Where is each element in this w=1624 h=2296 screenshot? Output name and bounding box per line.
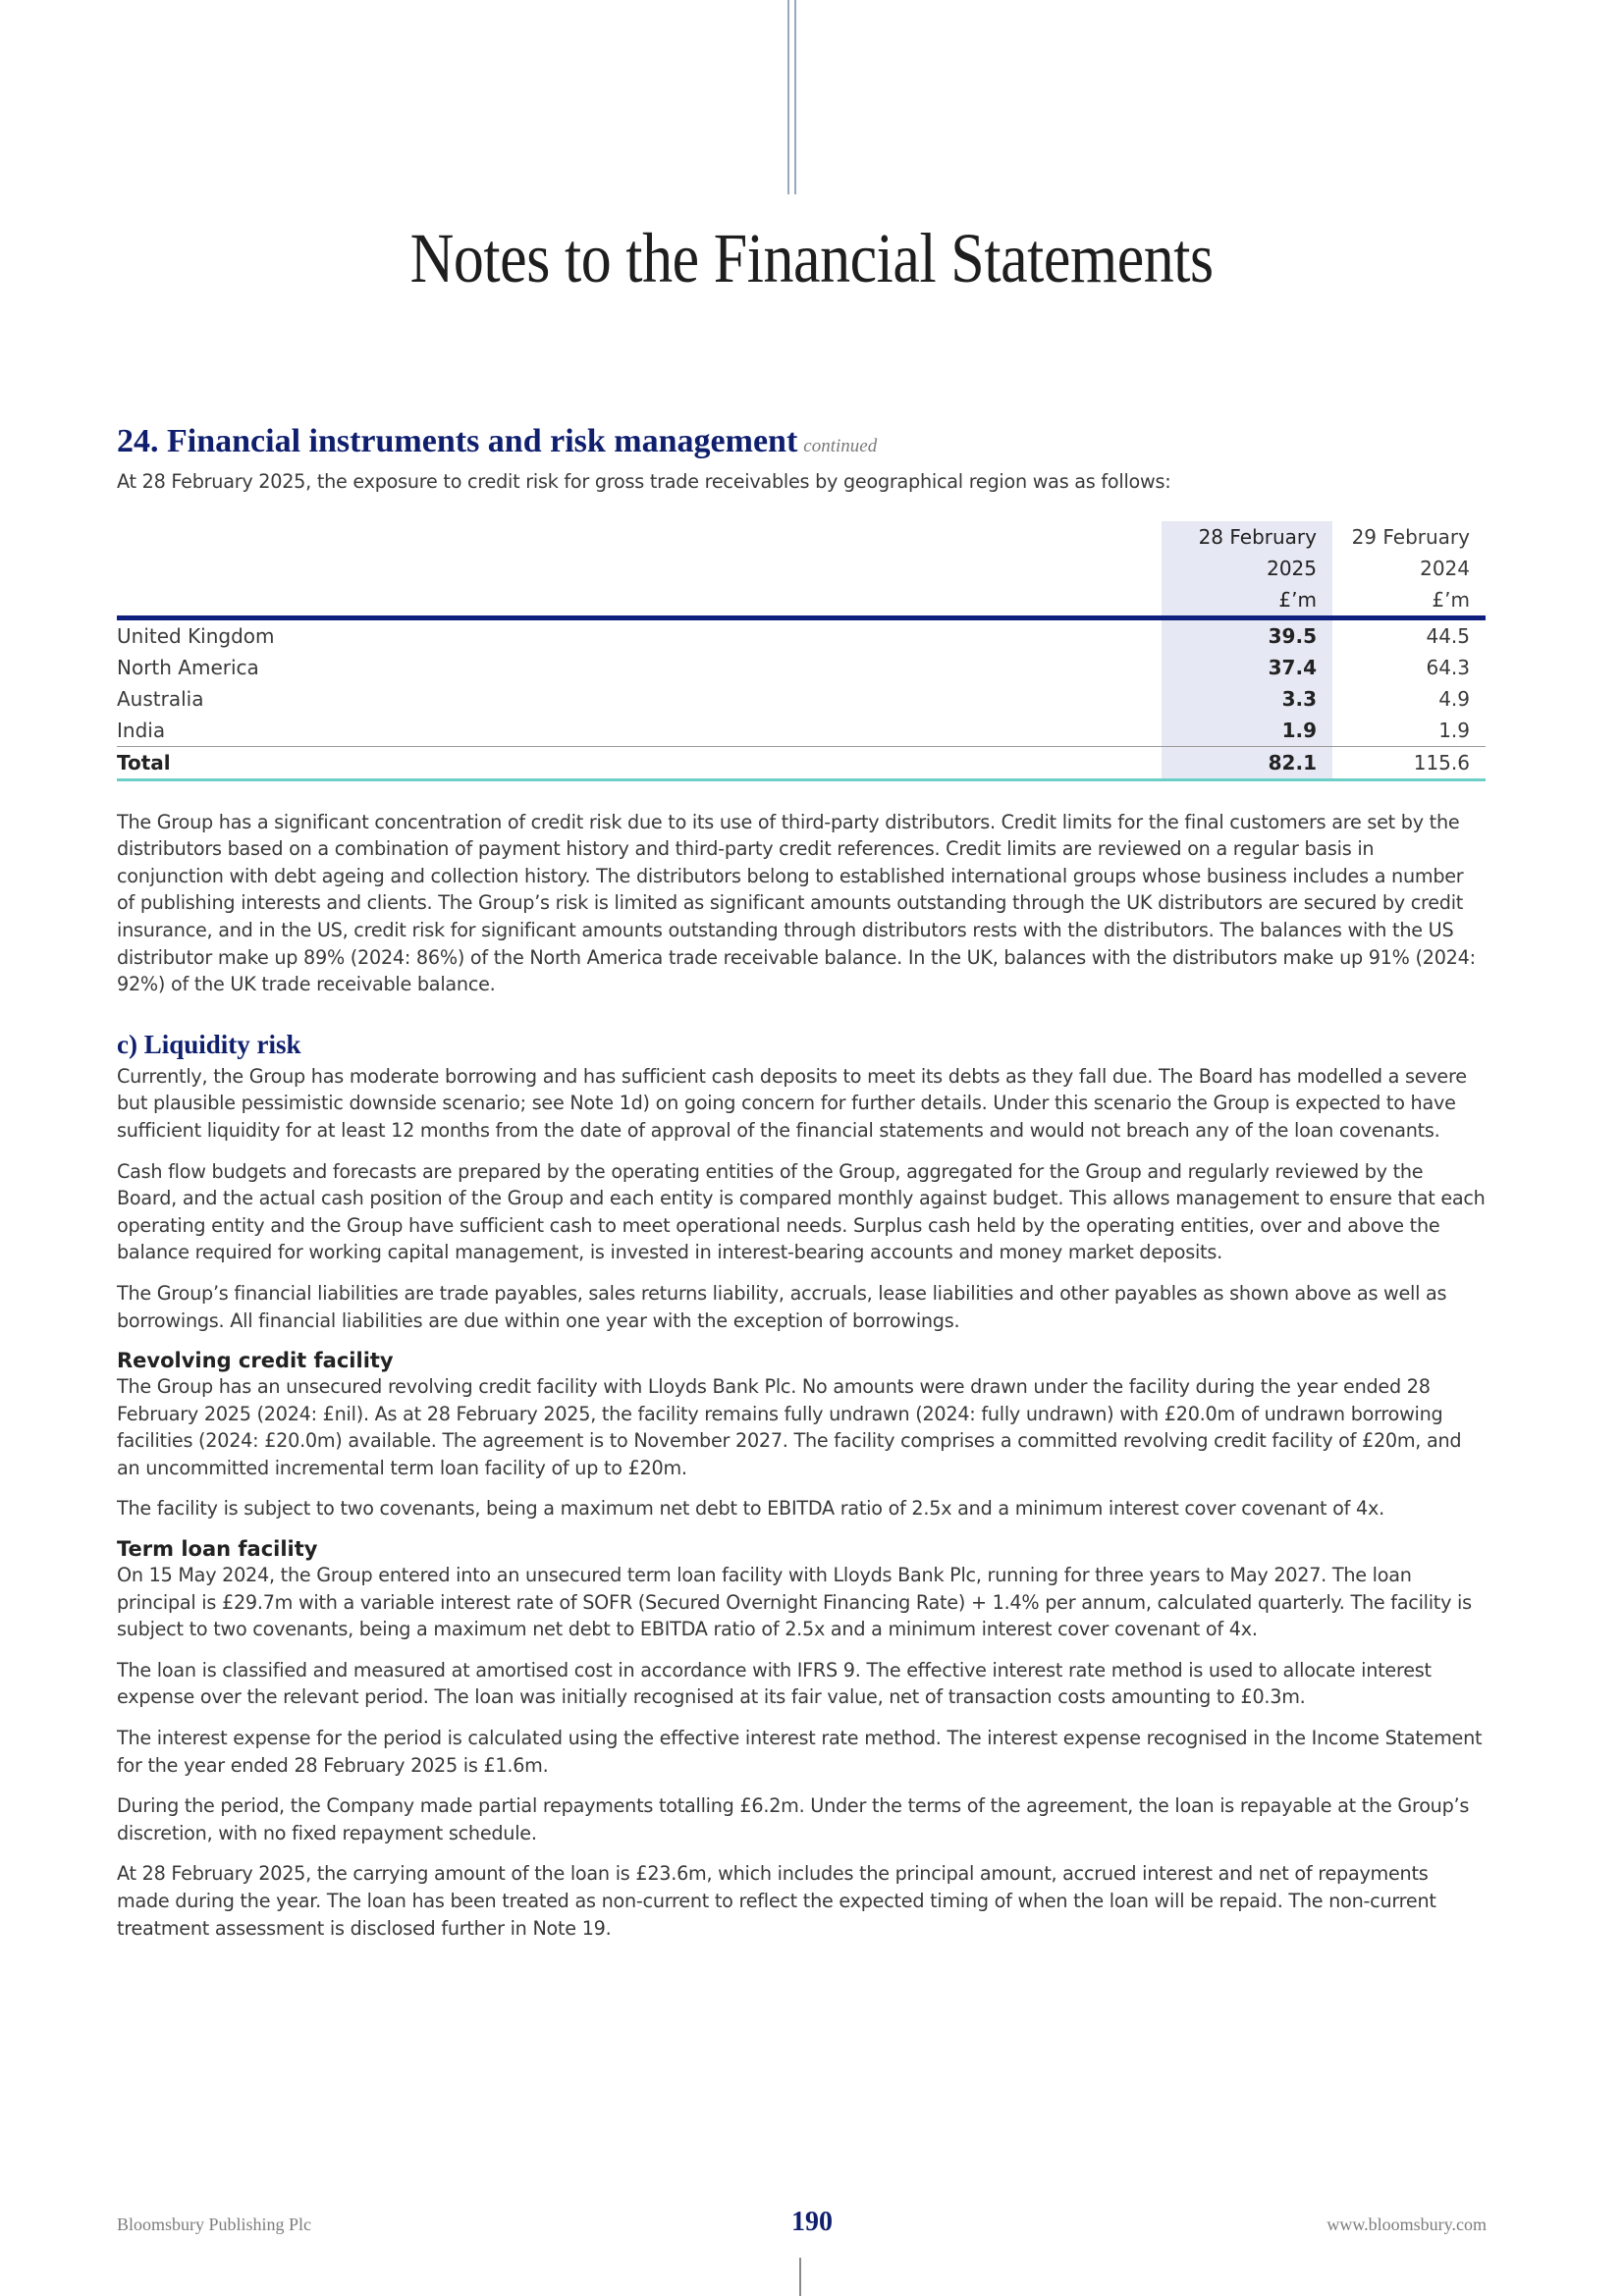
row-label: United Kingdom: [117, 623, 275, 648]
footer-website-link[interactable]: www.bloomsbury.com: [1326, 2215, 1487, 2234]
row-prior-value: 44.5: [1426, 623, 1470, 648]
liquidity-paragraph: The Group’s financial liabilities are trade payables, sales returns liability, accruals, lease liabilities and other payables as shown above as well as borrowings. All financial liabilities are due within one year with the exception of borrowings.: [117, 1281, 1447, 1332]
liquidity-paragraph: Currently, the Group has moderate borrowing and has sufficient cash deposits to meet its debts as they fall due. The Board has modelled a severe but plausible pessimistic downside scenario; see Note 1d) on going concern for further details. Under this scenario the Group is expected to have sufficient liquidity for at least 12 months from the date of approval of the financial statements and would not breach any of the loan covenants.: [117, 1064, 1467, 1142]
row-current-value: 37.4: [1162, 652, 1332, 683]
term-loan-paragraph: The loan is classified and measured at amortised cost in accordance with IFRS 9. The effective interest rate method is used to allocate interest expense over the relevant period. The loan was initially recognised at its fair value, net of transaction costs amounting to £0.3m.: [117, 1658, 1432, 1709]
table-row: [117, 715, 1486, 747]
term-loan-paragraph: During the period, the Company made partial repayments totalling £6.2m. Under the terms of the agreement, the loan is repayable at the Group’s discretion, with no fixed repayment schedule.: [117, 1794, 1470, 1844]
header-label-blank-2: [117, 553, 1162, 584]
table-row: [117, 652, 1486, 683]
bottom-divider-line: [799, 2258, 801, 2296]
table-row: [117, 683, 1486, 715]
table-header-row-2: [117, 553, 1486, 584]
revolving-paragraph: The Group has an unsecured revolving credit facility with Lloyds Bank Plc. No amounts were drawn under the facility during the year ended 28 February 2025 (2024: £nil). As at 28 February 2025, the facility remains fully undrawn (2024: fully undrawn) with £20.0m of undrawn borrowing facilities (2024: £20.0m) available. The agreement is to November 2027. The facility comprises a committed revolving credit facility of £20m, and an uncommitted incremental term loan facility of up to £20m.: [117, 1375, 1462, 1479]
header-label-blank-3: [117, 584, 1162, 618]
table-total-row: [117, 746, 1486, 779]
row-prior-value: 1.9: [1332, 715, 1486, 747]
liquidity-paragraph: Cash flow budgets and forecasts are prepared by the operating entities of the Group, aggregated for the Group and regularly reviewed by the Board, and the actual cash position of the Group and each entity is compared monthly against budget. This allows management to ensure that each operating entity and the Group have sufficient cash to meet operational needs. Surplus cash held by the operating entities, over and above the balance required for working capital management, is invested in interest-bearing accounts and money market deposits.: [117, 1159, 1486, 1264]
main-content: [117, 420, 1486, 1955]
section-heading-text: 24. Financial instruments and risk management: [117, 423, 798, 459]
page-title-container: [0, 218, 1624, 299]
term-loan-heading: Term loan facility: [117, 1537, 318, 1562]
row-current-value: 39.5: [1162, 617, 1332, 652]
header-current-line1: 28 February: [1162, 521, 1332, 553]
header-prior-unit: £’m: [1332, 584, 1486, 618]
row-label: India: [117, 715, 1162, 747]
header-label-blank: [117, 521, 1162, 553]
total-label: Total: [117, 746, 1162, 779]
page-title: Notes to the Financial Statements: [409, 219, 1215, 297]
total-current-value: 82.1: [1162, 746, 1332, 779]
header-current-line2: 2025: [1162, 553, 1332, 584]
section-heading: [117, 420, 1486, 468]
row-label: North America: [117, 655, 259, 679]
footer-company-name: Bloomsbury Publishing Plc: [117, 2215, 312, 2234]
section-intro: At 28 February 2025, the exposure to credit risk for gross trade receivables by geographical region was as follows:: [117, 470, 1171, 493]
total-prior-value: 115.6: [1332, 746, 1486, 779]
top-divider-line-left: [787, 0, 789, 194]
table-row: [117, 617, 1486, 652]
header-prior-line1: 29 February: [1351, 524, 1470, 549]
row-current-value: 1.9: [1162, 715, 1332, 747]
page-number: 190: [791, 2207, 833, 2237]
revolving-credit-heading: Revolving credit facility: [117, 1349, 394, 1373]
term-loan-paragraph: At 28 February 2025, the carrying amount of the loan is £23.6m, which includes the principal amount, accrued interest and net of repayments made during the year. The loan has been treated as non-current to reflect the expected timing of when the loan will be repaid. The non-current treatment assessment is disclosed further in Note 19.: [117, 1862, 1436, 1940]
row-current-value: 3.3: [1162, 683, 1332, 715]
top-divider-line-right: [794, 0, 796, 194]
liquidity-risk-heading: c) Liquidity risk: [117, 1029, 301, 1059]
row-prior-value: 4.9: [1438, 686, 1470, 711]
table-header-row-3: [117, 584, 1486, 618]
row-prior-value: 64.3: [1426, 655, 1470, 679]
continued-label: continued: [803, 436, 878, 456]
credit-risk-paragraph: The Group has a significant concentration of credit risk due to its use of third-party distributors. Credit limits for the final customers are set by the distributors based on a combination of payment history and third-party credit references. Credit limits are reviewed on a regular basis in conjunction with debt ageing and collection history. The distributors belong to established international groups whose business includes a number of publishing interests and clients. The Group’s risk is limited as significant amounts outstanding through the UK distributors are secured by credit insurance, and in the US, credit risk for significant amounts outstanding through distributors rests with the distributors. The balances with the US distributor make up 89% (2024: 86%) of the North America trade receivable balance. In the UK, balances with the distributors make up 91% (2024: 92%) of the UK trade receivable balance.: [117, 810, 1476, 996]
header-prior-line2: 2024: [1420, 556, 1470, 580]
header-current-unit: £’m: [1162, 584, 1332, 618]
term-loan-paragraph: The interest expense for the period is calculated using the effective interest rate method. The interest expense recognised in the Income Statement for the year ended 28 February 2025 is £1.6m.: [117, 1727, 1483, 1777]
term-loan-paragraph: On 15 May 2024, the Group entered into an unsecured term loan facility with Lloyds Bank Plc, running for three years to May 2027. The loan principal is £29.7m with a variable interest rate of SOFR (Secured Overnight Financing Rate) + 1.4% per annum, calculated quarterly. The facility is subject to two covenants, being a maximum net debt to EBITDA ratio of 2.5x and a minimum interest cover covenant of 4x.: [117, 1564, 1472, 1641]
revolving-paragraph: The facility is subject to two covenants, being a maximum net debt to EBITDA ratio of 2.5x and a minimum interest cover covenant of 4x.: [117, 1497, 1384, 1521]
table-header-row-1: [117, 521, 1486, 553]
row-label: Australia: [117, 686, 204, 711]
credit-risk-table: [117, 521, 1486, 781]
